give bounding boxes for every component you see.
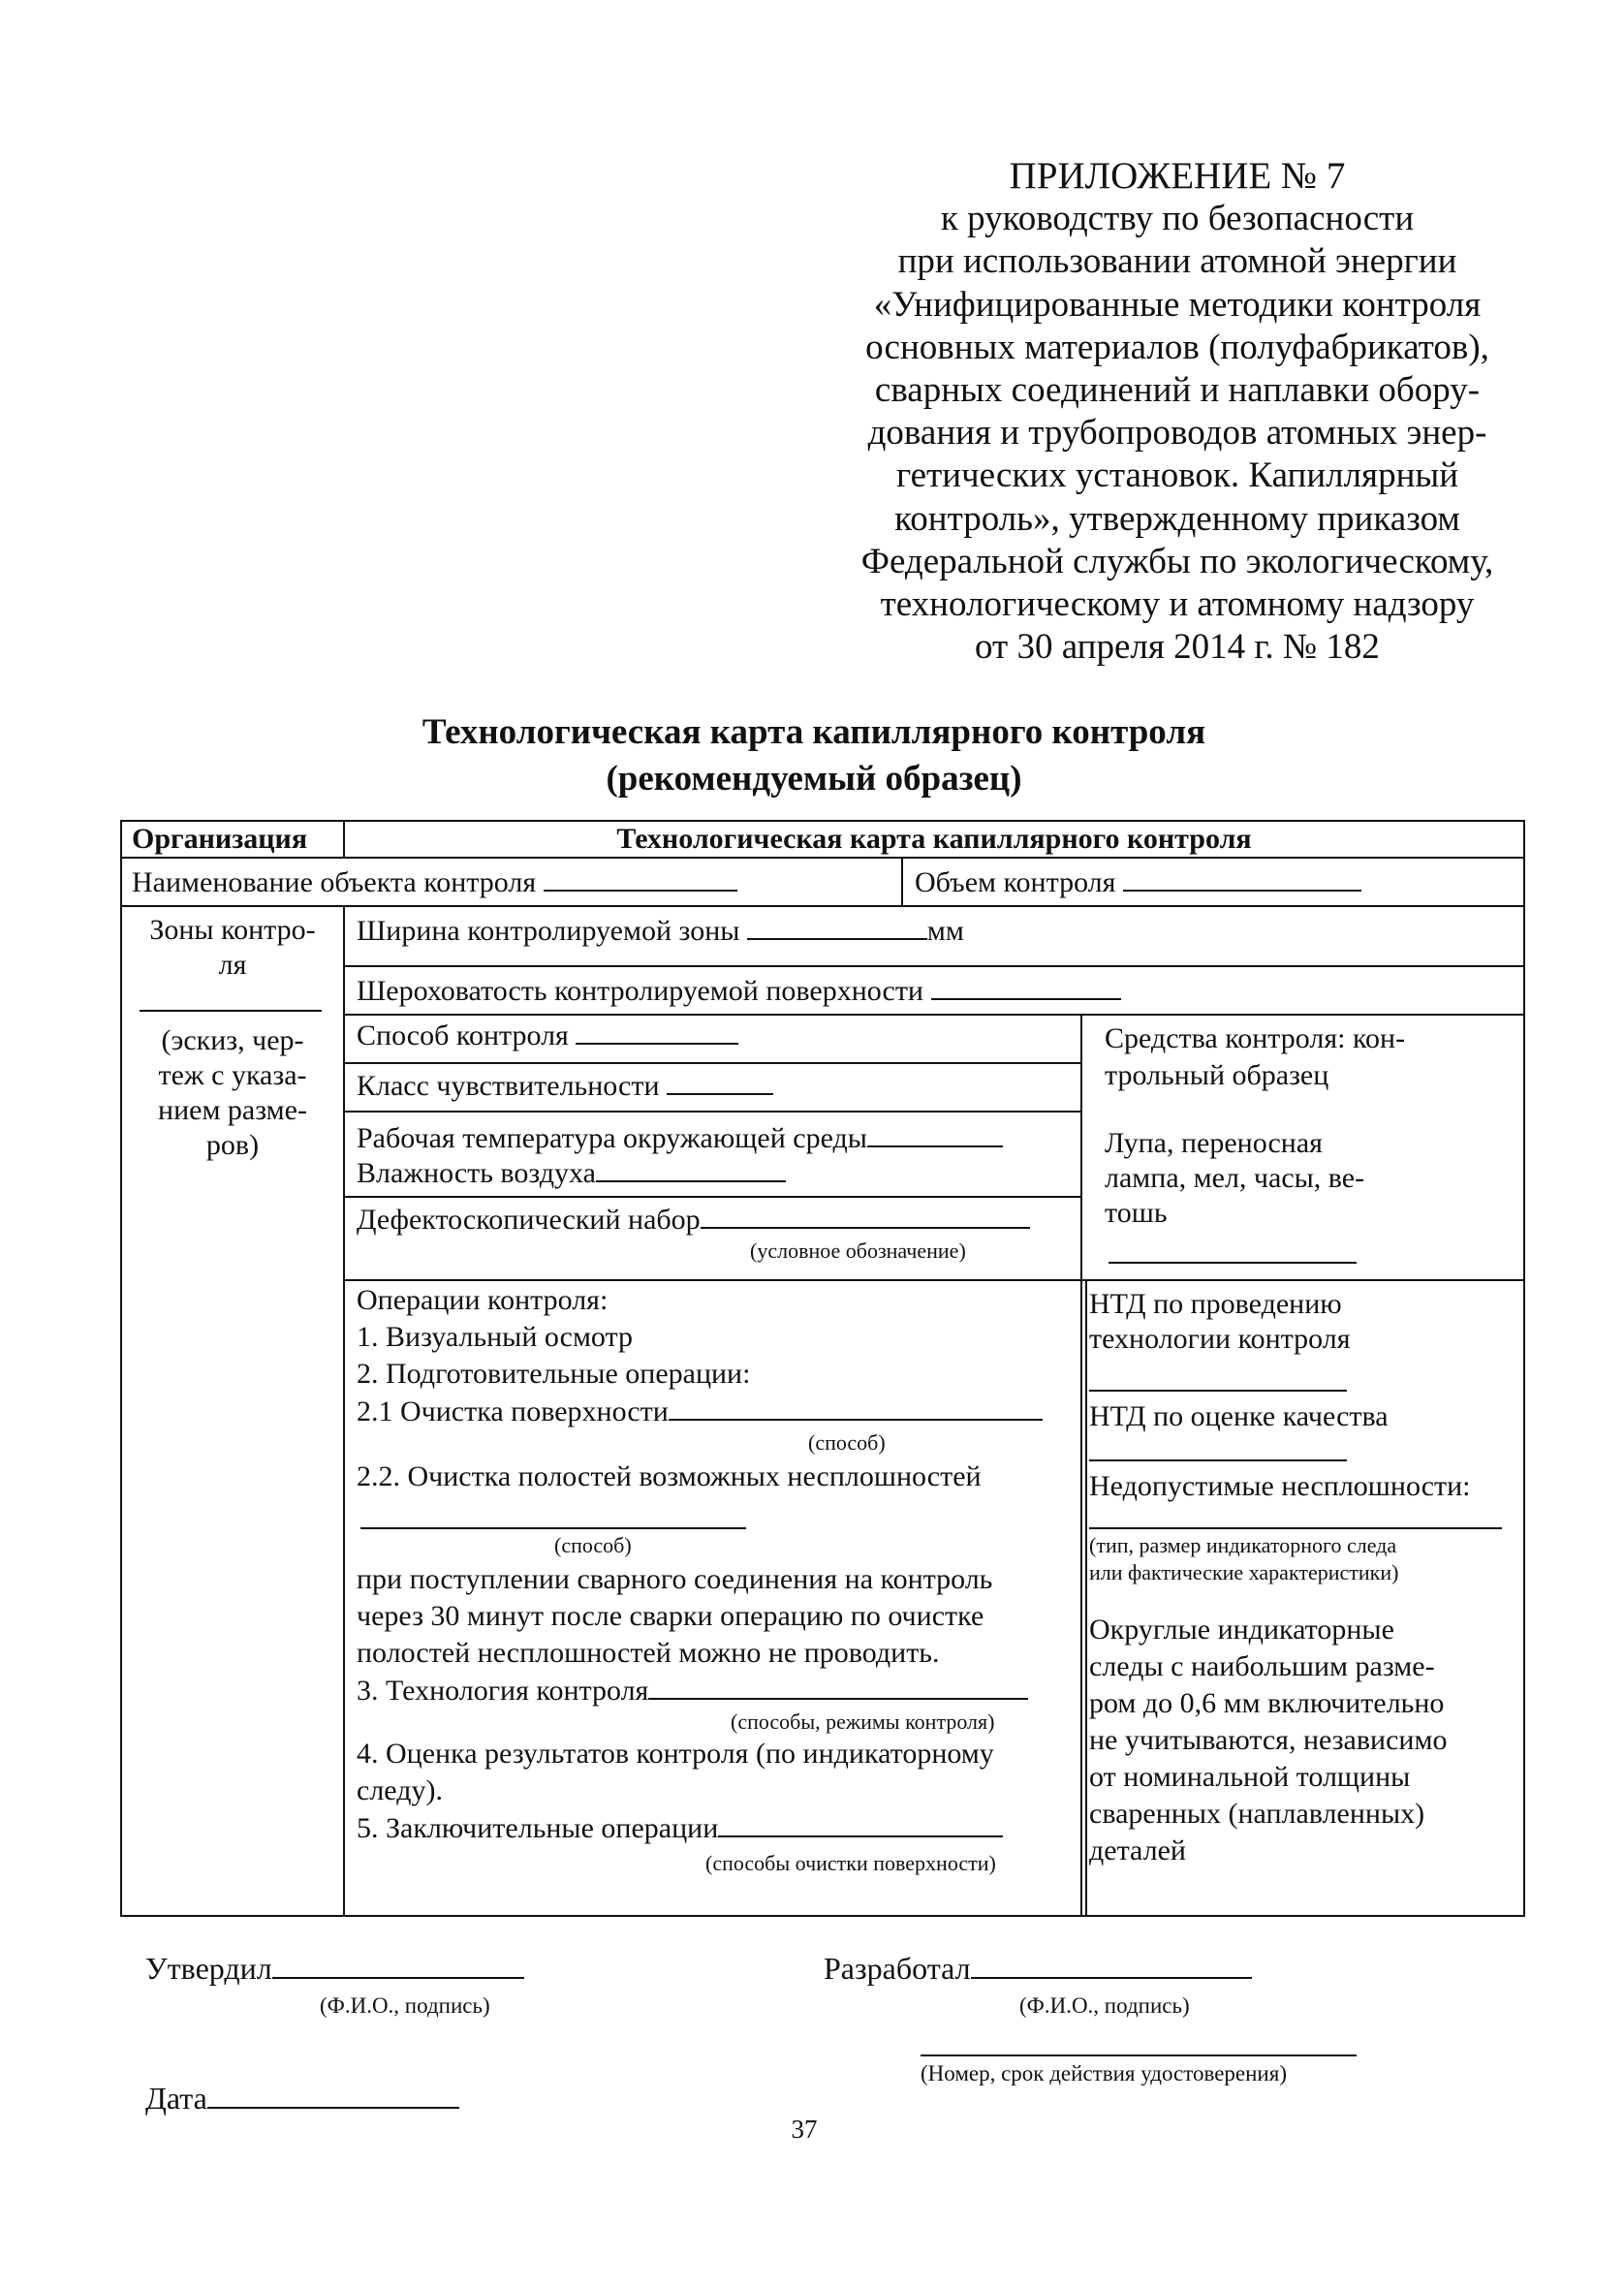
table-header: Технологическая карта капиллярного контроля <box>616 823 1252 855</box>
operation-3: 3. Технология контроля <box>357 1673 1028 1709</box>
kit-label: Дефектоскопический набор <box>357 1202 1030 1238</box>
row-divider <box>343 1279 1525 1281</box>
appendix-line: сварных соединений и наплавки обору- <box>874 370 1481 411</box>
appendix-line: ПРИЛОЖЕНИЕ № 7 <box>1009 155 1346 197</box>
tools-list: тошь <box>1105 1197 1168 1229</box>
appendix-line: дования и трубопроводов атомных энер- <box>867 413 1487 454</box>
table-border <box>120 820 122 1917</box>
certificate-note: (Номер, срок действия удостоверения) <box>921 2061 1287 2085</box>
roughness-field[interactable] <box>931 973 1121 1000</box>
appendix-header <box>756 155 1599 669</box>
row-divider <box>343 1062 1080 1064</box>
tools-field[interactable] <box>1109 1262 1357 1264</box>
appendix-line: «Унифицированные методики контроля <box>873 284 1482 325</box>
operation-4: 4. Оценка результатов контроля (по индикаторному <box>357 1738 994 1770</box>
date-field[interactable] <box>207 2082 459 2109</box>
appendix-line: при использовании атомной энергии <box>897 241 1457 282</box>
humidity-field[interactable] <box>596 1155 786 1182</box>
certificate-field[interactable] <box>921 2054 1357 2056</box>
developed-note: (Ф.И.О., подпись) <box>1019 1993 1190 2018</box>
unacceptable-defects: Недопустимые несплошности: <box>1089 1470 1471 1502</box>
technological-card-table <box>120 820 1525 1917</box>
indications-note: от номинальной толщины <box>1089 1761 1411 1793</box>
sketch-note: ров) <box>205 1129 260 1161</box>
ntd-procedure-field[interactable] <box>1089 1390 1347 1392</box>
weld-note: через 30 минут после сварки операцию по очистке <box>357 1600 984 1632</box>
tools-list: лампа, мел, часы, ве- <box>1105 1162 1365 1194</box>
operation-5: 5. Заключительные операции <box>357 1810 1003 1846</box>
method-field[interactable] <box>576 1018 738 1045</box>
control-technology-field[interactable] <box>648 1673 1028 1700</box>
title-line-2: (рекомендуемый образец) <box>606 759 1022 799</box>
operation-2-1-note: (способ) <box>808 1430 886 1455</box>
sketch-note: (эскиз, чер- <box>161 1024 304 1056</box>
row-divider <box>343 1014 1525 1016</box>
control-means: Средства контроля: кон- <box>1105 1022 1406 1054</box>
row-divider <box>120 905 1525 907</box>
column-divider <box>1080 1014 1082 1915</box>
indications-note: не учитываются, независимо <box>1089 1724 1448 1756</box>
operation-1: 1. Визуальный осмотр <box>357 1321 634 1353</box>
row-divider <box>343 1196 1080 1198</box>
kit-field[interactable] <box>701 1202 1030 1229</box>
row-divider <box>343 1111 1080 1113</box>
method-label: Способ контроля <box>357 1018 738 1053</box>
indications-note: Округлые индикаторные <box>1089 1614 1394 1646</box>
approved-note: (Ф.И.О., подпись) <box>320 1993 490 2018</box>
unacceptable-note: или фактические характеристики) <box>1089 1560 1399 1584</box>
sensitivity-label: Класс чувствительности <box>357 1068 773 1104</box>
appendix-line: гетических установок. Капиллярный <box>895 455 1459 496</box>
ntd-quality: НТД по оценке качества <box>1089 1400 1389 1432</box>
appendix-line: основных материалов (полуфабрикатов), <box>865 327 1489 367</box>
zone-width-field[interactable] <box>747 913 927 940</box>
tools-list: Лупа, переносная <box>1105 1127 1323 1159</box>
indications-note: ром до 0,6 мм включительно <box>1089 1687 1445 1719</box>
approved-label: Утвердил <box>145 1950 524 1987</box>
cavity-cleaning-field[interactable] <box>360 1527 746 1529</box>
sketch-note: нием разме- <box>158 1094 307 1126</box>
approved-field[interactable] <box>272 1952 524 1979</box>
developed-label: Разработал <box>824 1950 1252 1987</box>
roughness-label: Шероховатость контролируемой поверхности <box>357 973 1121 1009</box>
unacceptable-note: (тип, размер индикаторного следа <box>1089 1533 1397 1557</box>
appendix-line: технологическому и атомному надзору <box>880 584 1475 625</box>
sensitivity-field[interactable] <box>667 1068 773 1095</box>
weld-note: полостей несплошностей можно не проводить. <box>357 1637 940 1669</box>
row-divider <box>120 857 1525 859</box>
operation-2-1: 2.1 Очистка поверхности <box>357 1394 1043 1429</box>
zones-label-cont: ля <box>218 949 247 981</box>
organization-label: Организация <box>132 823 308 855</box>
zone-width-unit: мм <box>926 915 964 947</box>
indications-note: деталей <box>1089 1834 1186 1866</box>
developed-field[interactable] <box>971 1952 1252 1979</box>
object-name-label: Наименование объекта контроля <box>132 864 737 900</box>
zones-label: Зоны контро- <box>149 914 316 946</box>
object-name-field[interactable] <box>544 864 737 892</box>
column-divider <box>343 905 345 1915</box>
humidity-label: Влажность воздуха <box>357 1155 786 1191</box>
weld-note: при поступлении сварного соединения на контроль <box>357 1563 993 1595</box>
row-divider <box>343 965 1525 967</box>
table-border <box>1523 820 1525 1917</box>
operation-2: 2. Подготовительные операции: <box>357 1358 751 1390</box>
operation-4-cont: следу). <box>357 1774 443 1806</box>
kit-note: (условное обозначение) <box>750 1239 966 1263</box>
final-operations-field[interactable] <box>718 1810 1003 1837</box>
ntd-procedure-cont: технологии контроля <box>1089 1323 1351 1355</box>
operation-2-2-note: (способ) <box>554 1533 632 1557</box>
sketch-note: теж с указа- <box>158 1059 307 1091</box>
control-means-cont: трольный образец <box>1105 1059 1329 1091</box>
table-border <box>120 1915 1525 1917</box>
temperature-label: Рабочая температура окружающей среды <box>357 1120 1003 1156</box>
appendix-line: к руководству по безопасности <box>940 199 1415 239</box>
ntd-quality-field[interactable] <box>1089 1459 1347 1461</box>
page-number: 37 <box>791 2115 818 2144</box>
indications-note: следы с наибольшим разме- <box>1089 1650 1435 1682</box>
title-line-1: Технологическая карта капиллярного контроля <box>422 712 1206 752</box>
zones-separator <box>140 1010 322 1012</box>
control-volume-field[interactable] <box>1123 864 1361 892</box>
date-label: Дата <box>145 2080 459 2117</box>
ntd-procedure: НТД по проведению <box>1089 1288 1342 1320</box>
operation-5-note: (способы очистки поверхности) <box>705 1851 996 1875</box>
zone-width-label: Ширина контролируемой зоны мм <box>357 915 964 947</box>
appendix-line: от 30 апреля 2014 г. № 182 <box>975 627 1380 668</box>
temperature-field[interactable] <box>867 1120 1003 1147</box>
appendix-line: Федеральной службы по экологическому, <box>860 541 1494 581</box>
control-volume-label: Объем контроля <box>915 864 1361 900</box>
operations-title: Операции контроля: <box>357 1284 609 1316</box>
operation-3-note: (способы, режимы контроля) <box>731 1709 995 1734</box>
column-divider <box>1085 1279 1087 1915</box>
operation-2-2: 2.2. Очистка полостей возможных несплошностей <box>357 1460 982 1492</box>
indications-note: сваренных (наплавленных) <box>1089 1798 1425 1830</box>
unacceptable-defects-field[interactable] <box>1089 1527 1502 1529</box>
appendix-line: контроль», утвержденному приказом <box>894 498 1460 539</box>
surface-cleaning-field[interactable] <box>669 1394 1043 1421</box>
document-title <box>291 709 1337 802</box>
column-divider <box>901 857 903 905</box>
